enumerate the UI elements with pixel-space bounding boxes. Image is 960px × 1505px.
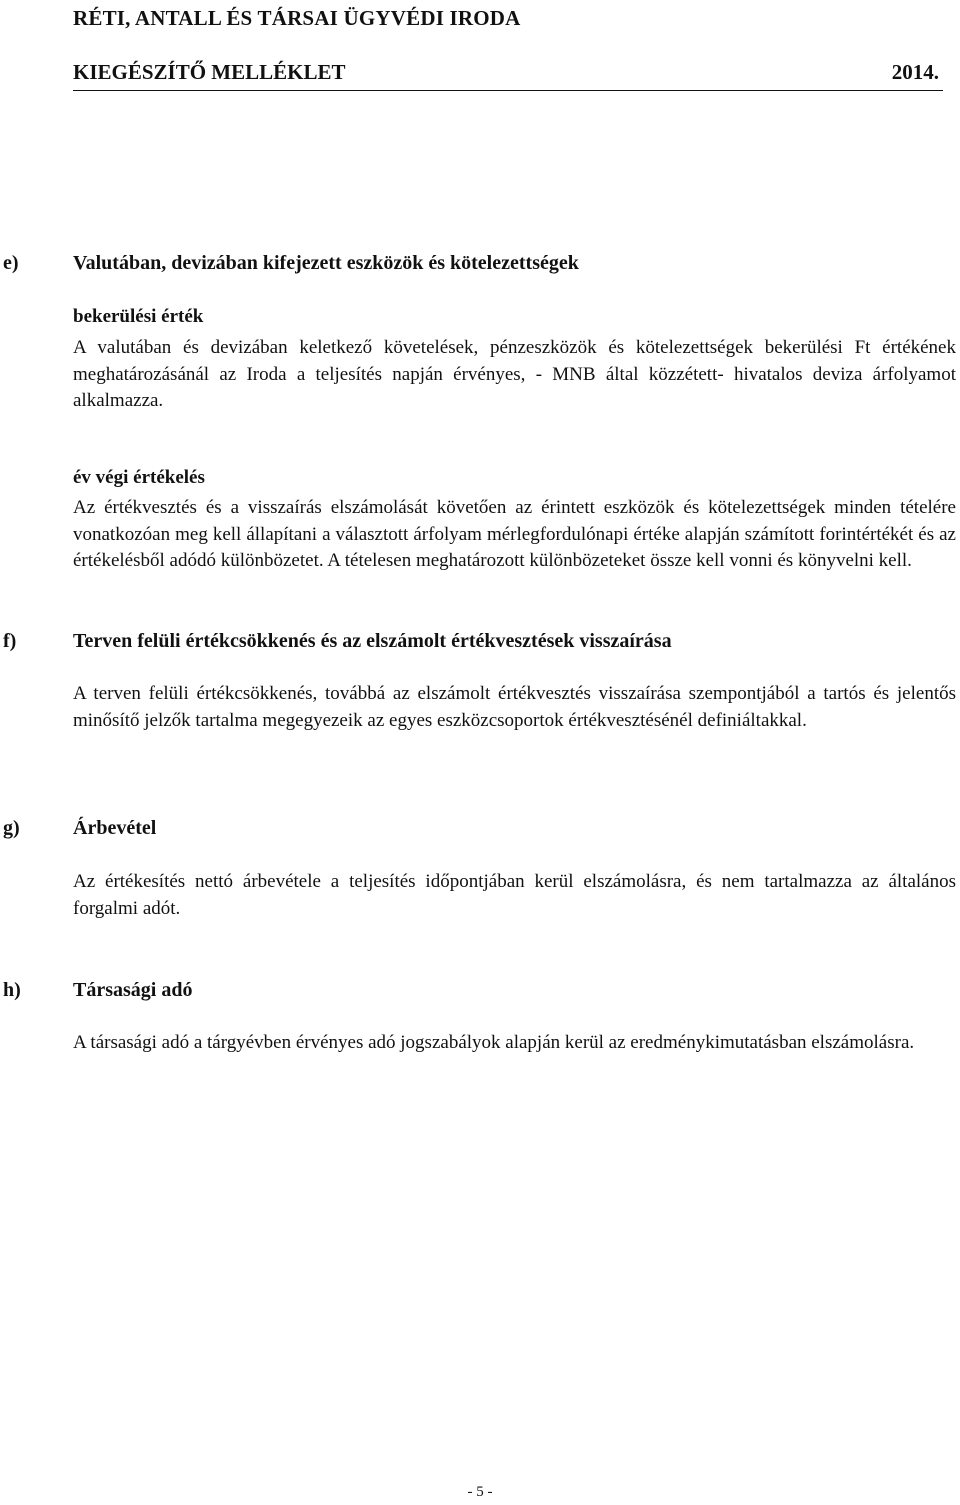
section-f-text: A terven felüli értékcsökkenés, továbbá az elszámolt értékvesztés visszaírása szempontjából a tartós és jelentős minősítő jelzők tartalma megegyezeik az egyes eszközcsoportok értékvesztésénél definiáltakkal.: [73, 683, 956, 731]
document-year: 2014.: [891, 60, 939, 84]
page-number: - 5 -: [467, 1484, 493, 1500]
section-e-title: Valutában, devizában kifejezett eszközök és kötelezettségek: [73, 252, 579, 274]
section-h-text: A társasági adó a tárgyévben érvényes adó jogszabályok alapján kerül az eredménykimutatásban elszámolásra.: [73, 1032, 915, 1053]
section-g-title: Árbevétel: [73, 817, 157, 839]
section-g-text: Az értékesítés nettó árbevétele a teljesítés időpontjában kerül elszámolásra, és nem tartalmazza az általános forgalmi adót.: [73, 871, 956, 919]
subsection-ev-vegi-title: év végi értékelés: [73, 467, 205, 488]
section-g-letter: g): [3, 817, 20, 839]
document-subtitle: KIEGÉSZÍTŐ MELLÉKLET: [73, 60, 346, 84]
firm-name: RÉTI, ANTALL ÉS TÁRSAI ÜGYVÉDI IRODA: [73, 6, 521, 30]
section-f-letter: f): [3, 630, 17, 652]
section-f-title: Terven felüli értékcsökkenés és az elszámolt értékvesztések visszaírása: [73, 630, 672, 652]
subsection-ev-vegi-text: Az értékvesztés és a visszaírás elszámolását követően az érintett eszközök és kötelezettségek minden tételére vonatkozóan meg kell állapítani a választott árfolyam mérlegfordulónapi értéke alapján számított forintértékét és az értékelésből adódó különbözetet. A tételesen meghatározott különbözeteket össze kell vonni és könyvelni kell.: [73, 497, 956, 571]
section-h-title: Társasági adó: [73, 979, 193, 1001]
section-e-letter: e): [3, 252, 19, 274]
subsection-bekerulesi-title: bekerülési érték: [73, 306, 204, 327]
section-h-letter: h): [3, 979, 21, 1001]
header-row: [73, 60, 943, 91]
subsection-bekerulesi-text: A valutában és devizában keletkező követelések, pénzeszközök és kötelezettségek bekerülési Ft értékének meghatározásánál az Iroda a teljesítés napján érvényes, - MNB által közzétett- hivatalos deviza árfolyamot alkalmazza.: [73, 337, 956, 411]
